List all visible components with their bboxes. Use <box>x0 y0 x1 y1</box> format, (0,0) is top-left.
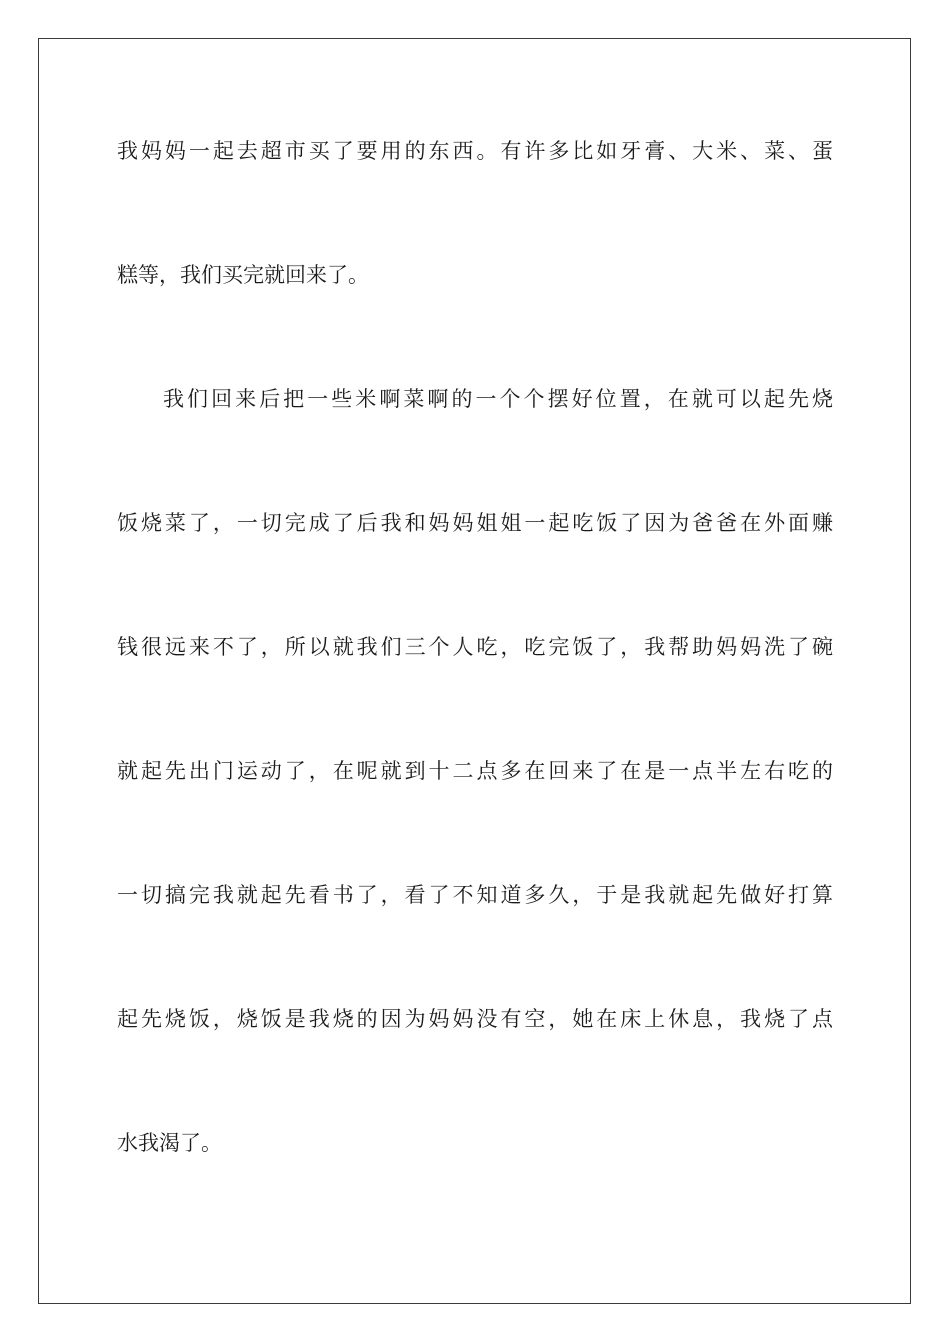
text-line-3: 我们回来后把一些米啊菜啊的一个个摆好位置，在就可以起先烧 <box>163 387 833 411</box>
text-line-6: 就起先出门运动了，在呢就到十二点多在回来了在是一点半左右吃的 <box>117 759 833 783</box>
text-line-4: 饭烧菜了，一切完成了后我和妈妈姐姐一起吃饭了因为爸爸在外面赚 <box>117 511 833 535</box>
text-line-8: 起先烧饭，烧饭是我烧的因为妈妈没有空，她在床上休息，我烧了点 <box>117 1007 833 1031</box>
text-line-9: 水我渴了。 <box>117 1131 222 1155</box>
page-frame <box>38 38 911 1304</box>
text-line-2: 糕等，我们买完就回来了。 <box>117 263 369 287</box>
text-line-1: 我妈妈一起去超市买了要用的东西。有许多比如牙膏、大米、菜、蛋 <box>117 139 833 163</box>
text-line-7: 一切搞完我就起先看书了，看了不知道多久，于是我就起先做好打算 <box>117 883 833 907</box>
text-line-5: 钱很远来不了，所以就我们三个人吃，吃完饭了，我帮助妈妈洗了碗 <box>117 635 833 659</box>
